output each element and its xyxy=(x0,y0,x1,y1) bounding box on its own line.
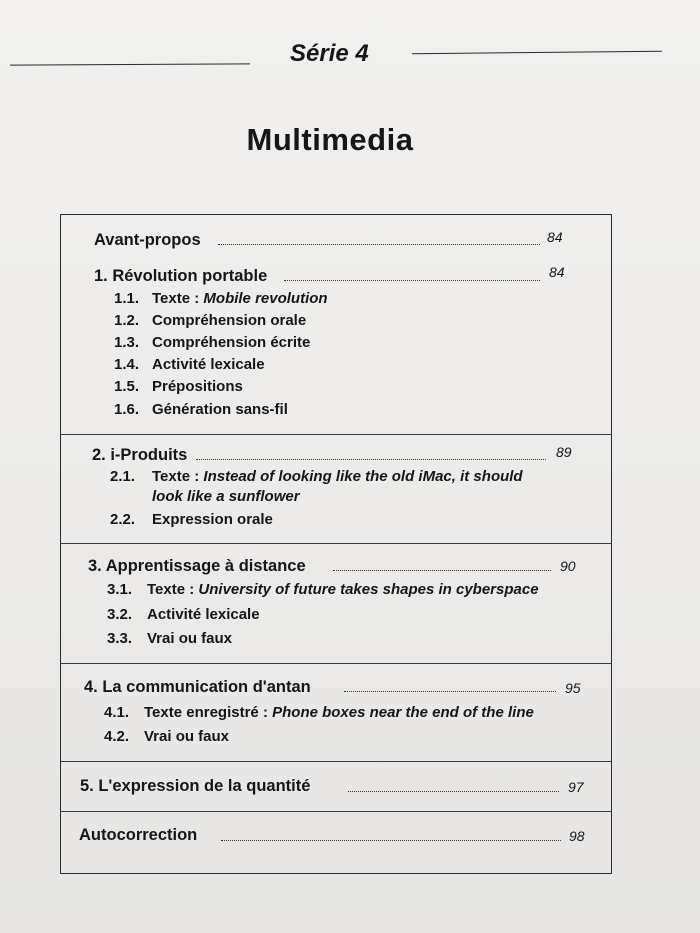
toc-item-title: Compréhension orale xyxy=(152,312,307,329)
toc-item-number: 2.2. xyxy=(110,511,136,528)
toc-item-1-1 xyxy=(114,290,328,307)
toc-item-number: 4.1. xyxy=(104,704,130,721)
toc-leader xyxy=(348,791,559,792)
toc-leader xyxy=(218,244,540,245)
toc-item-number: 1.2. xyxy=(114,312,140,329)
toc-item-2-1 xyxy=(110,468,523,485)
toc-item-number: 3.3. xyxy=(107,630,133,647)
toc-item-prefix: Texte : xyxy=(152,468,204,485)
toc-page-number: 84 xyxy=(547,229,563,245)
toc-separator xyxy=(60,663,612,664)
toc-item-number: 1.6. xyxy=(114,401,140,418)
toc-section-2: 2. i-Produits xyxy=(92,446,188,464)
toc-item-number: 4.2. xyxy=(104,728,130,745)
toc-section-3: 3. Apprentissage à distance xyxy=(88,557,306,575)
toc-item-number: 1.3. xyxy=(114,334,140,351)
toc-leader xyxy=(221,840,561,841)
toc-item-title: Vrai ou faux xyxy=(147,630,233,647)
toc-item-title: Phone boxes near the end of the line xyxy=(272,704,534,721)
toc-item-title: University of future takes shapes in cyberspace xyxy=(198,581,539,598)
header-rule-left xyxy=(10,63,250,65)
toc-item-number: 2.1. xyxy=(110,468,136,485)
toc-item-1-2 xyxy=(114,312,306,329)
toc-item-title: Instead of looking like the old iMac, it should xyxy=(203,468,523,485)
toc-item-1-5 xyxy=(114,378,243,395)
toc-leader xyxy=(284,280,540,281)
toc-page-number: 84 xyxy=(549,264,565,280)
toc-item-prefix: Texte enregistré : xyxy=(144,704,273,721)
toc-section-4: 4. La communication d'antan xyxy=(84,678,311,696)
toc-page-number: 89 xyxy=(556,444,572,460)
toc-item-prefix: Texte : xyxy=(147,581,199,598)
toc-page-number: 98 xyxy=(569,828,585,844)
toc-item-title: Compréhension écrite xyxy=(152,334,311,351)
toc-item-number: 1.1. xyxy=(114,290,140,307)
toc-section-1: 1. Révolution portable xyxy=(94,267,268,285)
toc-item-title: Activité lexicale xyxy=(152,356,265,373)
toc-item-number: 3.2. xyxy=(107,606,133,623)
toc-item-1-6 xyxy=(114,401,288,418)
series-label: Série 4 xyxy=(290,40,369,67)
series-header xyxy=(0,38,700,74)
toc-page-number: 95 xyxy=(565,680,581,696)
toc-section-5: 5. L'expression de la quantité xyxy=(80,777,311,795)
toc-item-3-2 xyxy=(107,606,260,623)
toc-separator xyxy=(60,543,612,544)
toc-leader xyxy=(196,459,546,460)
toc-leader xyxy=(333,570,551,571)
toc-leader xyxy=(344,691,556,692)
toc-item-title: Vrai ou faux xyxy=(144,728,230,745)
toc-item-title: Expression orale xyxy=(152,511,273,528)
toc-item-3-1 xyxy=(107,581,539,598)
toc-item-prefix: Texte : xyxy=(152,290,204,307)
toc-item-4-1 xyxy=(104,704,534,721)
toc-entry-avant-propos: Avant-propos xyxy=(94,231,201,249)
toc-entry-autocorrection: Autocorrection xyxy=(79,826,198,844)
toc-separator xyxy=(60,811,612,812)
toc-separator xyxy=(60,761,612,762)
toc-item-3-3 xyxy=(107,630,232,647)
toc-item-number: 1.5. xyxy=(114,378,140,395)
header-rule-right xyxy=(412,51,662,55)
page-title: Multimedia xyxy=(246,122,414,157)
toc-item-4-2 xyxy=(104,728,229,745)
toc-item-1-4 xyxy=(114,356,265,373)
toc-item-1-3 xyxy=(114,334,310,351)
toc-page-number: 90 xyxy=(560,558,576,574)
toc-item-title: Génération sans-fil xyxy=(152,401,288,418)
toc-item-number: 3.1. xyxy=(107,581,133,598)
toc-item-2-1-continued: look like a sunflower xyxy=(152,488,300,505)
toc-page-number: 97 xyxy=(568,779,584,795)
toc-item-title: Activité lexicale xyxy=(147,606,260,623)
toc-separator xyxy=(60,434,612,435)
toc-item-2-2 xyxy=(110,511,273,528)
toc-item-number: 1.4. xyxy=(114,356,140,373)
toc-item-title: Prépositions xyxy=(152,378,243,395)
toc-item-title: Mobile revolution xyxy=(203,290,328,307)
